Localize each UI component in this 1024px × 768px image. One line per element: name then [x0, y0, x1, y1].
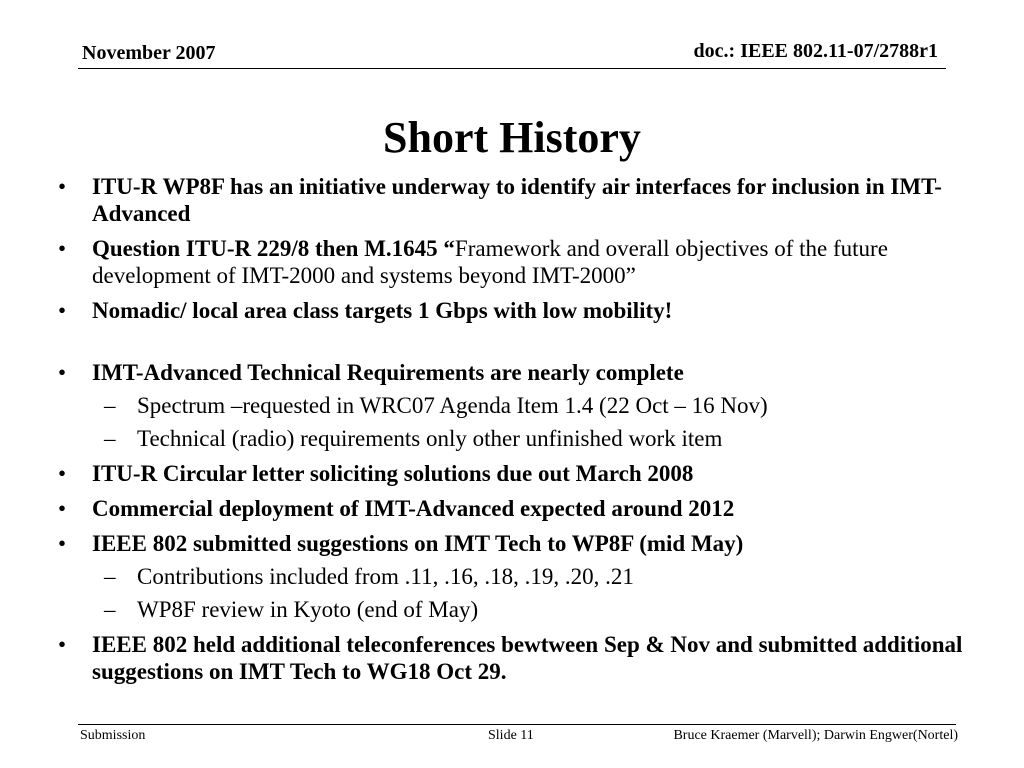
- bullet-marker: •: [58, 174, 67, 199]
- dash-marker: –: [104, 426, 116, 451]
- sub-bullet-item: [48, 563, 978, 590]
- footer-submission: Submission: [80, 728, 146, 743]
- footer-slide-number: Slide 11: [488, 728, 534, 743]
- slide-title: Short History: [383, 113, 641, 162]
- bullet-item: [48, 297, 978, 324]
- bullet-item: [48, 359, 978, 386]
- bullet-text: IEEE 802 submitted suggestions on IMT Tech to WP8F (mid May): [92, 531, 744, 556]
- bullet-text: IMT-Advanced Technical Requirements are nearly complete: [92, 360, 684, 385]
- dash-marker: –: [104, 597, 116, 622]
- bullet-item: [48, 495, 978, 522]
- bullet-text: Nomadic/ local area class targets 1 Gbps with low mobility!: [92, 298, 673, 323]
- dash-marker: –: [104, 564, 116, 589]
- bullet-text: IEEE 802 held additional teleconferences bewtween Sep & Nov and submitted additional suggestions on IMT Tech to WG18 Oct 29.: [92, 632, 963, 684]
- sub-bullet-item: [48, 392, 978, 419]
- footer-rule: [78, 724, 956, 725]
- bullet-marker: •: [58, 531, 67, 556]
- header-doc-id: doc.: IEEE 802.11-07/2788r1: [693, 40, 938, 62]
- bullet-item: [48, 235, 978, 289]
- sub-bullet-item: [48, 596, 978, 623]
- bullet-marker: •: [58, 298, 67, 323]
- bullet-text-bold: Question ITU-R 229/8 then M.1645 “: [92, 236, 455, 261]
- bullet-item: [48, 530, 978, 557]
- bullet-item: [48, 173, 978, 227]
- bullet-marker: •: [58, 461, 67, 486]
- bullet-item: [48, 631, 978, 685]
- bullet-marker: •: [58, 496, 67, 521]
- sub-bullet-text: Technical (radio) requirements only other unfinished work item: [137, 426, 723, 451]
- bullet-marker: •: [58, 632, 67, 657]
- bullet-item: [48, 460, 978, 487]
- header-rule: [78, 68, 946, 69]
- bullet-text-normal: Framework and overall objectives of the future development of IMT-2000 and systems beyond IMT-2000”: [92, 236, 888, 288]
- sub-bullet-text: Spectrum –requested in WRC07 Agenda Item 1.4 (22 Oct – 16 Nov): [137, 393, 768, 418]
- sub-bullet-text: Contributions included from .11, .16, .18, .19, .20, .21: [137, 564, 634, 589]
- slide-content: [48, 165, 978, 685]
- header-date: November 2007: [82, 42, 216, 64]
- sub-bullet-item: [48, 425, 978, 452]
- bullet-text: Commercial deployment of IMT-Advanced expected around 2012: [92, 496, 735, 521]
- footer-authors: Bruce Kraemer (Marvell); Darwin Engwer(Nortel): [673, 728, 958, 743]
- sub-bullet-text: WP8F review in Kyoto (end of May): [137, 597, 479, 622]
- bullet-marker: •: [58, 236, 67, 261]
- bullet-text: ITU-R WP8F has an initiative underway to identify air interfaces for inclusion in IMT-Advanced: [92, 174, 942, 226]
- bullet-marker: •: [58, 360, 67, 385]
- dash-marker: –: [104, 393, 116, 418]
- bullet-text: ITU-R Circular letter soliciting solutions due out March 2008: [92, 461, 694, 486]
